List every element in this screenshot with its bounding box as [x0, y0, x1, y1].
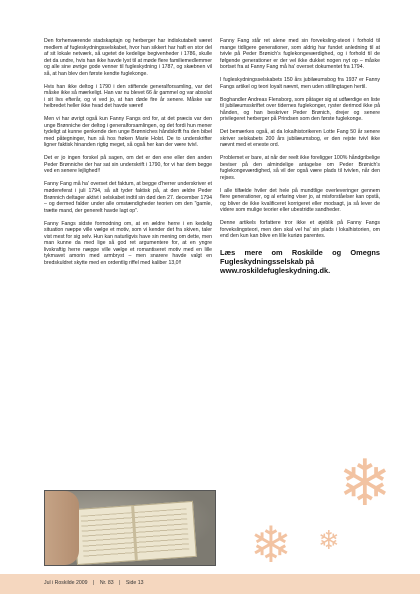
snowflake-icon: ❄ — [338, 447, 392, 521]
footer-separator: | — [119, 580, 121, 586]
paragraph: Problemet er bare, at når der reelt ikke foreligger 100% håndgribelige beviser på den almindelige antagelse om Peder Brønich's fuglekongeværdighed, så vil der også være plads til tvivlen, når den rejses. — [220, 155, 380, 181]
page-footer — [0, 574, 420, 594]
paragraph: Men vi har øvrigt også kun Fanny Fangs ord for, at det præcis var den unge Brønniche der deltog i generalforsamlingen, og det fordi hun mener tydeligt at kunne genkende den unge Brønniches håndskrift fra den bibel med påtegninger, hun så hos frøken Marie Holst. De to underskrifter ligner faktisk hinanden rigtig meget, så også her kan der være tvivl. — [44, 116, 212, 149]
promo-text: Læs mere om Roskilde og Omegns Fugleskydningsselskab på — [220, 248, 380, 267]
paragraph: Fanny Fangs sidste formodning om, at en ældre herre i en kedelig situation næppe ville vælge et motiv, som vi kender det fra skiven, taler vist mest for sig selv. Hun kan naturligvis have sin mening om dette, men man kunne da med lige så god ret argumentere for, at en yngre livskraftig herre næppe ville vælge et romantiseret motiv med en lille tykmavet amorin med armbryst – men snarere havde valgt en bredskuldret skytte med en ordentlig riffel med kaliber 13,0!! — [44, 220, 212, 266]
paragraph: Fanny Fang må ha' overset det faktum, at begge d'herrer underskriver et mødereferat i juli 1794, så alt tyder faktisk på, at den ældre Peder Brønnich deltager aktivt i selskabet indtil sin død den 27. december 1794 – og dermed falder under alle omstændigheder teorien om den "gamle, trætte mand, der generelt havde lagt op". — [44, 181, 212, 214]
paragraph: Det er jo ingen forskel på sagen, om det er den ene eller den anden Peder Brønniche der har sat sin underskrift i 1790, for vi har dem begge ved en senere lejlighed!! — [44, 155, 212, 175]
hand — [45, 491, 79, 565]
snowflake-icon: ❄ — [318, 526, 340, 556]
paragraph: Boghandler Andreas Flensborg, som påtager sig at udfærdige en liste til jubilæumsskriftet over tidernes fuglekonger, ryster derimod ikke på hånden, og han beskriver Peder Brønich, drejer og senere privilegeret herberger på Prindsen som den første fuglekonge. — [220, 96, 380, 123]
footer-publication: Jul i Roskilde 2009 — [44, 580, 88, 586]
paragraph: Hvis han ikke deltog i 1790 i den stiftende generalforsamling, var det måske ikke så mærkeligt. Han var nu blevet 66 år gammel og var absolut i sit livs efterår, og vi ved jo, at han døde fire år senere. Måske var helbredet heller ikke hvad det havde været! — [44, 83, 212, 110]
footer-separator: | — [93, 580, 95, 586]
paragraph: I fugleskydningsselskabets 150 års jubilæumsbog fra 1937 er Fanny Fangs artikel og teori loyalt nævnt, men uden stillingtagen hertil. — [220, 77, 380, 90]
old-book-photo — [44, 490, 216, 566]
paragraph: Den forhenværende stadskaptajn og herberger har indiskutabelt været medlem af fugleskydningsselskabet, hvor han sikkert har haft en stor del af sit lokale netværk, så ugetet de kedelige begivenheder i 1786, skulle det da undre, hvis han ikke havde lyst til at møde flere familiemedlemmer og alle sine øvrige gode venner til fugleskydning i 1787, og skæbnen vil så, at han blev den første kendte fuglekonge. — [44, 38, 212, 77]
snowflake-icon: ❄ — [250, 516, 292, 574]
paragraph: Denne artikels forfattere tror ikke et øjeblik på Fanny Fangs forvekslingsteori, men den skal vel ha' sin plads i lokalhistorien, om end den kun kan blive en lille kuriøs parentes. — [220, 220, 380, 240]
left-column — [44, 38, 212, 273]
open-ledger-book — [73, 501, 197, 565]
footer-page-number: Side 13 — [125, 580, 144, 586]
website-link[interactable]: www.roskildefugleskydning.dk. — [220, 266, 331, 276]
website-promo — [220, 248, 380, 276]
paragraph: Det bemærkes også, at da lokalhistorikeren Lotte Fang 50 år senere skriver selskabets 200 års jubilæumsbog, er den rejste tvivl ikke nævnt med et eneste ord. — [220, 129, 380, 149]
paragraph: Fanny Fang står ret alene med sin forveksling-steori i forhold til mange tidligere generationer, som aldrig har fundet anledning til at tvivle på Peder Brønich's fuglekongeværdighed, og i forhold til de følgende generationer er der vel ikke dukket nogen nyt op – måske bortset fra at Fanny Fang må ha' overset dokumentet fra 1794. — [220, 38, 380, 71]
paragraph: I alle tilfælde hviler det hele på mundtlige overleveringer gennem flere generationer, og al erfaring viser jo, at misforståelser kan opstå, og bliver de ikke kvalificeret korrigeret eller modsagt, ja så lever de videre som mulige teorier eller ubestridte sandheder. — [220, 187, 380, 214]
footer-issue: Nr. 83 — [99, 580, 114, 586]
footer-text — [44, 580, 144, 586]
right-column — [220, 38, 380, 276]
